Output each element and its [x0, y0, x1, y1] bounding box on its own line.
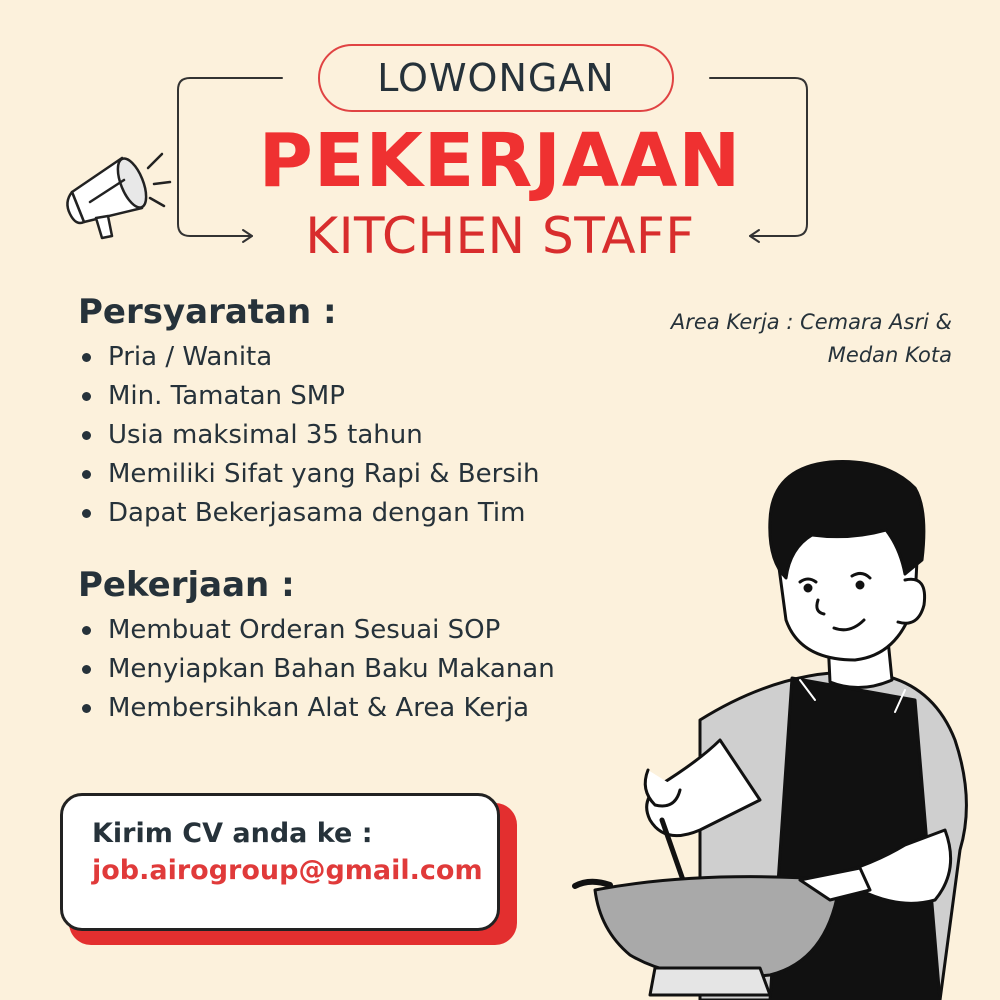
list-item: Pria / Wanita — [78, 338, 540, 377]
list-item: Dapat Bekerjasama dengan Tim — [78, 494, 540, 533]
bullet-icon — [82, 392, 91, 401]
list-item: Memiliki Sifat yang Rapi & Bersih — [78, 455, 540, 494]
bullet-icon — [82, 431, 91, 440]
header-pill: LOWONGAN — [318, 44, 674, 112]
bullet-icon — [82, 704, 91, 713]
contact-email[interactable]: job.airogroup@gmail.com — [92, 855, 483, 886]
duties-list — [78, 611, 555, 728]
list-item: Min. Tamatan SMP — [78, 377, 540, 416]
requirements-title: Persyaratan : — [78, 292, 337, 332]
list-item: Membuat Orderan Sesuai SOP — [78, 611, 555, 650]
duties-title: Pekerjaan : — [78, 565, 295, 605]
megaphone-icon — [62, 140, 172, 245]
bullet-icon — [82, 470, 91, 479]
list-item: Menyiapkan Bahan Baku Makanan — [78, 650, 555, 689]
bullet-icon — [82, 665, 91, 674]
bullet-icon — [82, 353, 91, 362]
list-item: Membersihkan Alat & Area Kerja — [78, 689, 555, 728]
work-area — [671, 306, 952, 372]
requirements-list — [78, 338, 540, 533]
page-subtitle: KITCHEN STAFF — [305, 207, 695, 265]
work-area-line-2: Medan Kota — [827, 343, 952, 367]
bullet-icon — [82, 626, 91, 635]
work-area-line-1: Area Kerja : Cemara Asri & — [670, 310, 952, 334]
chef-illustration — [560, 455, 1000, 1000]
contact-label: Kirim CV anda ke : — [92, 818, 373, 849]
bullet-icon — [82, 509, 91, 518]
page-title: PEKERJAAN — [258, 118, 742, 204]
list-item: Usia maksimal 35 tahun — [78, 416, 540, 455]
